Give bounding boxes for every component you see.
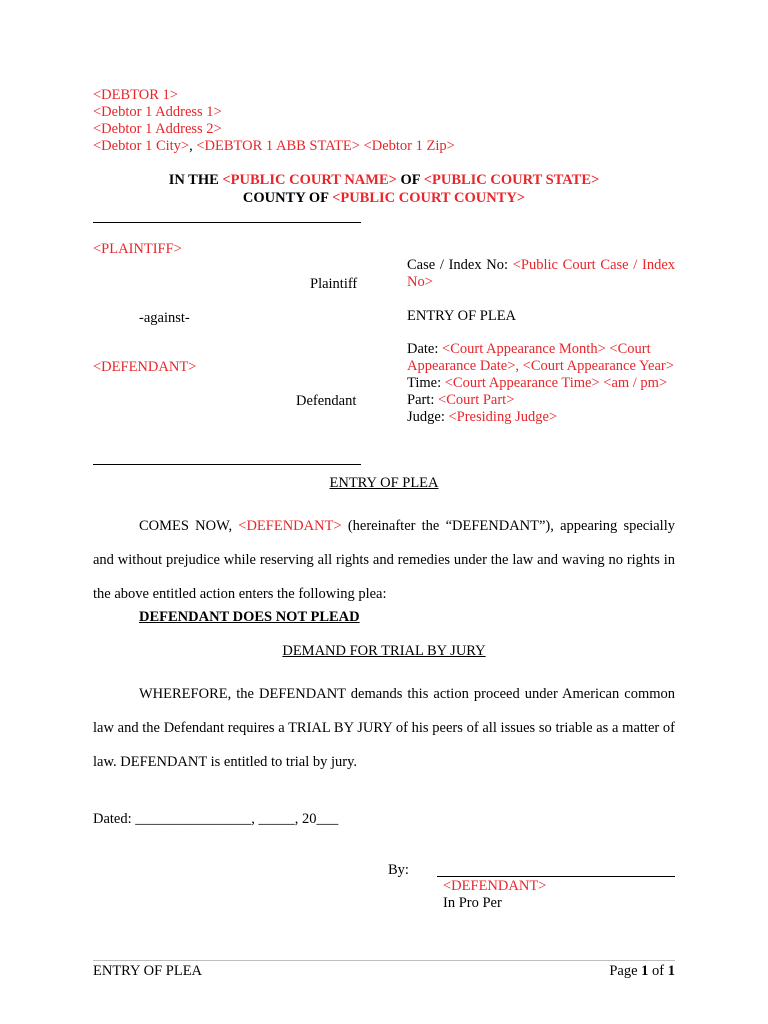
date-label: Date: <box>407 341 443 357</box>
judge-line <box>407 409 675 426</box>
debtor-address-2: <Debtor 1 Address 2> <box>93 121 222 137</box>
case-number: <Public Court Case / Index No> <box>407 257 675 290</box>
court-name: <PUBLIC COURT NAME> <box>222 172 397 188</box>
part-label: Part: <box>407 392 439 408</box>
of-label: of <box>648 963 668 979</box>
debtor-city: <Debtor 1 City> <box>93 138 190 154</box>
case-label: Case / Index No: <box>407 257 513 273</box>
court-state: <PUBLIC COURT STATE> <box>423 172 600 188</box>
date-line <box>407 341 675 375</box>
part-line <box>407 392 675 409</box>
county-of-text: COUNTY OF <box>242 190 333 206</box>
plea-statement: DEFENDANT DOES NOT PLEAD <box>139 609 360 625</box>
time-label: Time: <box>407 375 445 391</box>
appearance-time: <Court Appearance Time> <am / pm> <box>444 375 668 391</box>
debtor-name: <DEBTOR 1> <box>93 87 178 103</box>
footer-rule <box>93 960 675 961</box>
debtor-address-1: <Debtor 1 Address 1> <box>93 104 222 120</box>
appearance-details <box>407 341 675 426</box>
defendant-label: Defendant <box>296 393 357 409</box>
entry-of-plea-heading: ENTRY OF PLEA <box>329 475 439 491</box>
in-the-text: IN THE <box>168 172 223 188</box>
court-heading <box>93 171 675 207</box>
presiding-judge: <Presiding Judge> <box>448 409 558 425</box>
page-num: 1 <box>641 963 649 979</box>
court-name-line <box>93 171 675 189</box>
plaintiff-label: Plaintiff <box>310 276 358 292</box>
footer-title: ENTRY OF PLEA <box>93 963 203 979</box>
case-index-block <box>407 257 675 291</box>
signature-defendant: <DEFENDANT> <box>443 878 547 894</box>
debtor-zip: <Debtor 1 Zip> <box>363 138 455 154</box>
plaintiff-placeholder: <PLAINTIFF> <box>93 241 182 257</box>
caption-top-rule <box>93 222 361 223</box>
debtor-city-state-zip <box>93 138 455 155</box>
court-part: <Court Part> <box>438 392 515 408</box>
defendant-placeholder: <DEFENDANT> <box>93 359 197 375</box>
p1-start: COMES NOW, <box>139 518 239 534</box>
city-separator: , <box>189 138 197 154</box>
page-total: 1 <box>667 963 675 979</box>
court-county: <PUBLIC COURT COUNTY> <box>332 190 526 206</box>
dated-line: Dated: ________________, _____, 20___ <box>93 811 339 827</box>
caption-doc-title: ENTRY OF PLEA <box>407 308 517 324</box>
appearance-date: <Court Appearance Month> <Court Appearance Date>, <Court Appearance Year> <box>407 341 674 374</box>
by-label: By: <box>388 862 409 878</box>
demand-heading: DEMAND FOR TRIAL BY JURY <box>282 643 486 659</box>
p1-rest: (hereinafter the “DEFENDANT”), appearing specially and without prejudice while reserving all rights and remedies under the law and waving no rights in the above entitled action enters the following plea: <box>93 518 675 602</box>
of-text: OF <box>396 172 424 188</box>
county-line <box>93 189 675 207</box>
page-label: Page <box>609 963 642 979</box>
debtor-state: <DEBTOR 1 ABB STATE> <box>196 138 360 154</box>
caption-bottom-rule <box>93 464 361 465</box>
wherefore-paragraph: WHEREFORE, the DEFENDANT demands this action proceed under American common law and the Defendant requires a TRIAL BY JURY of his peers of all issues so triable as a matter of law. DEFENDANT is entitled to trial by jury. <box>93 686 675 770</box>
against-text: -against- <box>139 310 190 326</box>
time-line <box>407 375 675 392</box>
footer-page-number <box>475 963 675 980</box>
signature-rule <box>437 876 675 877</box>
debtor-address-block <box>93 87 455 155</box>
comes-now-paragraph <box>93 509 675 611</box>
p1-defendant: <DEFENDANT> <box>238 518 342 534</box>
judge-label: Judge: <box>407 409 449 425</box>
in-pro-per: In Pro Per <box>443 895 502 911</box>
